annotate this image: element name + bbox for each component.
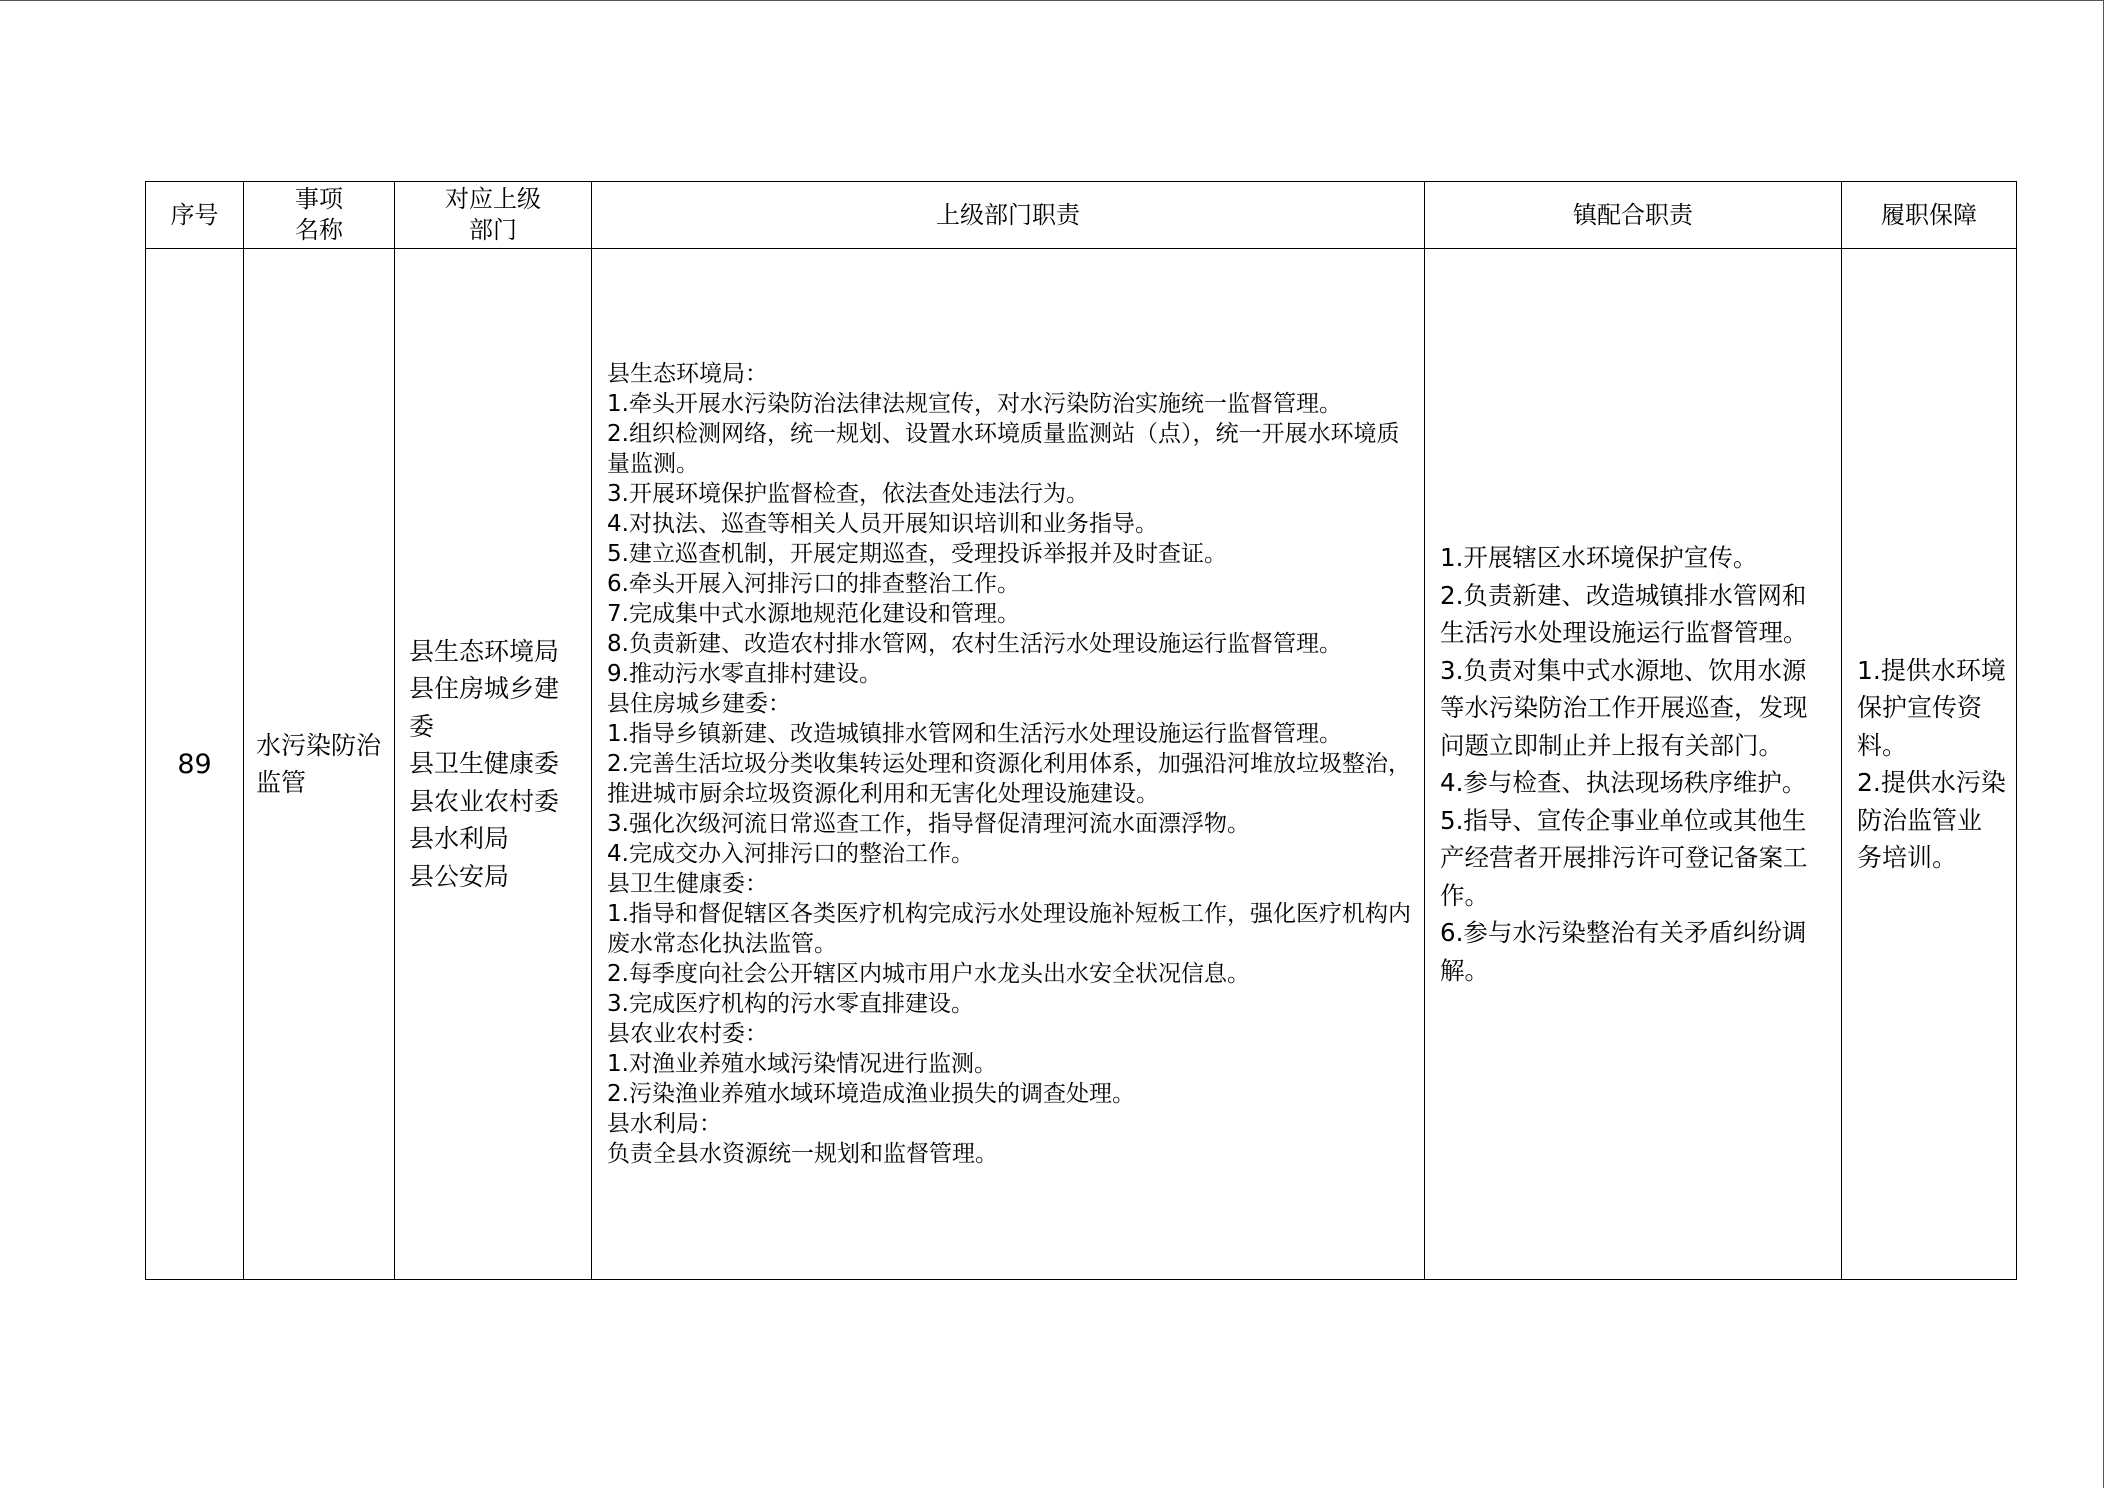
duty-item: 1.牵头开展水污染防治法律法规宣传，对水污染防治实施统一监督管理。 — [607, 391, 1342, 417]
header-row — [146, 182, 2017, 249]
cell-town-duty — [1425, 249, 1842, 1280]
table-row — [146, 249, 2017, 1280]
header-superior-duty: 上级部门职责 — [592, 182, 1425, 249]
duty-item: 2.每季度向社会公开辖区内城市用户水龙头出水安全状况信息。 — [607, 961, 1250, 987]
town-duty-item: 1.开展辖区水环境保护宣传。 — [1440, 543, 1758, 572]
duty-heading: 县水利局： — [607, 1111, 722, 1137]
header-item-name — [244, 182, 395, 249]
header-item-name-line1: 事项 — [295, 185, 343, 213]
duty-item: 1.对渔业养殖水域污染情况进行监测。 — [607, 1051, 997, 1077]
header-superior-dept-line1: 对应上级 — [445, 185, 541, 213]
dept-item: 县水利局 — [409, 824, 510, 854]
town-duty-item: 5.指导、宣传企事业单位或其他生产经营者开展排污许可登记备案工作。 — [1440, 805, 1808, 910]
header-guarantee: 履职保障 — [1842, 182, 2017, 249]
duty-item: 6.牵头开展入河排污口的排查整治工作。 — [607, 571, 1020, 597]
cell-seq: 89 — [146, 249, 244, 1280]
dept-item: 县农业农村委 — [409, 786, 560, 816]
dept-item: 县住房城乡建委 — [409, 674, 560, 741]
duty-heading: 县卫生健康委： — [607, 871, 768, 897]
dept-item: 县卫生健康委 — [409, 749, 560, 779]
duty-item: 2.组织检测网络，统一规划、设置水环境质量监测站（点），统一开展水环境质量监测。 — [607, 421, 1400, 477]
town-duty-item: 6.参与水污染整治有关矛盾纠纷调解。 — [1440, 918, 1807, 985]
duty-item: 5.建立巡查机制，开展定期巡查，受理投诉举报并及时查证。 — [607, 541, 1227, 567]
header-town-duty: 镇配合职责 — [1425, 182, 1842, 249]
duty-item: 3.开展环境保护监督检查，依法查处违法行为。 — [607, 481, 1089, 507]
town-duty-item: 2.负责新建、改造城镇排水管网和生活污水处理设施运行监督管理。 — [1440, 580, 1808, 647]
duty-item: 1.指导乡镇新建、改造城镇排水管网和生活污水处理设施运行监督管理。 — [607, 721, 1342, 747]
header-superior-dept — [395, 182, 592, 249]
cell-guarantee — [1842, 249, 2017, 1280]
duty-item: 3.完成医疗机构的污水零直排建设。 — [607, 991, 974, 1017]
guarantee-item: 1.提供水环境保护宣传资料。 — [1857, 655, 2006, 760]
duty-item: 8.负责新建、改造农村排水管网，农村生活污水处理设施运行监督管理。 — [607, 631, 1342, 657]
dept-item: 县公安局 — [409, 861, 510, 891]
duty-item: 2.污染渔业养殖水域环境造成渔业损失的调查处理。 — [607, 1081, 1135, 1107]
duty-item: 负责全县水资源统一规划和监督管理。 — [607, 1141, 998, 1167]
duty-item: 2.完善生活垃圾分类收集转运处理和资源化利用体系，加强沿河堆放垃圾整治，推进城市厨余垃圾资源化利用和无害化处理设施建设。 — [607, 751, 1411, 807]
header-seq: 序号 — [146, 182, 244, 249]
cell-item-name: 水污染防治监管 — [244, 249, 395, 1280]
duty-item: 9.推动污水零直排村建设。 — [607, 661, 882, 687]
duty-table — [145, 181, 2017, 1280]
duty-heading: 县农业农村委： — [607, 1021, 768, 1047]
duty-item: 1.指导和督促辖区各类医疗机构完成污水处理设施补短板工作，强化医疗机构内废水常态化执法监管。 — [607, 901, 1411, 957]
duty-item: 4.完成交办入河排污口的整治工作。 — [607, 841, 974, 867]
dept-item: 县生态环境局 — [409, 636, 560, 666]
duty-item: 4.对执法、巡查等相关人员开展知识培训和业务指导。 — [607, 511, 1158, 537]
duty-item: 3.强化次级河流日常巡查工作，指导督促清理河流水面漂浮物。 — [607, 811, 1250, 837]
town-duty-item: 3.负责对集中式水源地、饮用水源等水污染防治工作开展巡查，发现问题立即制止并上报有关部门。 — [1440, 655, 1808, 760]
duty-heading: 县生态环境局： — [607, 361, 768, 387]
town-duty-item: 4.参与检查、执法现场秩序维护。 — [1440, 768, 1807, 797]
duty-heading: 县住房城乡建委： — [607, 691, 791, 717]
duty-item: 7.完成集中式水源地规范化建设和管理。 — [607, 601, 1020, 627]
header-item-name-line2: 名称 — [295, 216, 343, 244]
cell-superior-duty — [592, 249, 1425, 1280]
guarantee-item: 2.提供水污染防治监管业务培训。 — [1857, 768, 2006, 872]
header-superior-dept-line2: 部门 — [469, 216, 517, 244]
cell-superior-dept — [395, 249, 592, 1280]
